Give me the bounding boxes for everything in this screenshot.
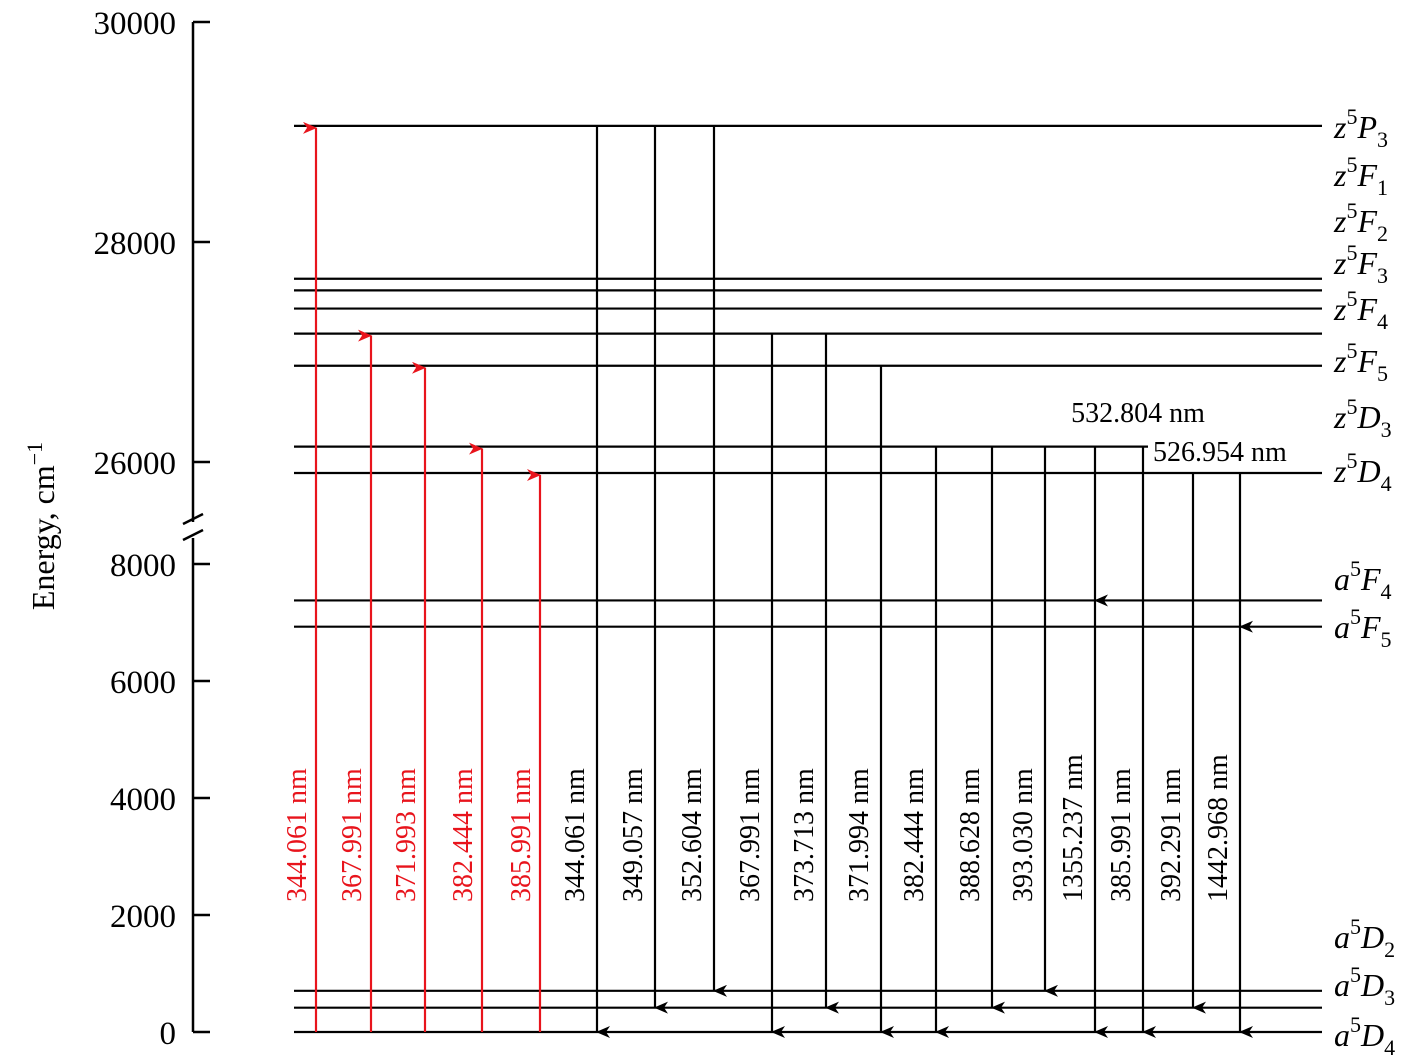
term-label-z5D3: $z^5D_3$ (1334, 394, 1392, 442)
emission-label: 532.804 nm (1071, 398, 1205, 429)
emission-label: 371.994 nm (844, 768, 875, 902)
term-label-z5D4: $z^5D_4$ (1334, 448, 1392, 496)
emission-label: 352.604 nm (677, 768, 708, 902)
term-label-a5F4: $a^5F_4$ (1334, 556, 1392, 604)
term-label-z5F5: $z^5F_5$ (1334, 338, 1388, 386)
emission-label: 392.291 nm (1156, 768, 1187, 902)
y-axis-label (22, 442, 61, 610)
emission-label: 367.991 nm (735, 768, 766, 902)
y-tick-label: 28000 (93, 226, 176, 262)
emission-label: 393.030 nm (1008, 768, 1039, 902)
y-axis (22, 6, 210, 1052)
term-label-z5F4: $z^5F_4$ (1334, 286, 1388, 334)
emission-label: 373.713 nm (789, 768, 820, 902)
y-tick-label: 8000 (110, 548, 176, 584)
emission-label: 1355.237 nm (1058, 754, 1089, 902)
excitation-label: 385.991 nm (506, 768, 537, 902)
term-label-z5F1: $z^5F_1$ (1334, 152, 1388, 200)
excitation-label: 382.444 nm (448, 768, 479, 902)
term-label-z5P3: $z^5P_3$ (1334, 104, 1388, 152)
term-label-a5D3: $a^5D_3$ (1334, 962, 1396, 1010)
y-tick-label: 6000 (110, 665, 176, 701)
term-labels (1333, 104, 1395, 1057)
y-tick-label: 26000 (93, 446, 176, 482)
term-label-z5F2: $z^5F_2$ (1334, 198, 1388, 246)
emission-label: 1442.968 nm (1203, 754, 1234, 902)
excitation-label: 371.993 nm (391, 768, 422, 902)
y-axis-label-text: Energy, cm (25, 465, 61, 611)
y-tick-label: 2000 (110, 899, 176, 935)
y-tick-label: 30000 (93, 6, 176, 42)
axis-break-mark (183, 514, 203, 540)
term-label-a5D2: $a^5D_2$ (1334, 914, 1396, 962)
emission-label: 385.991 nm (1106, 768, 1137, 902)
emission-label: 349.057 nm (618, 768, 649, 902)
term-label-z5F3: $z^5F_3$ (1334, 240, 1388, 288)
emission-label: 344.061 nm (560, 768, 591, 902)
y-tick-label: 4000 (110, 782, 176, 818)
emission-label: 388.628 nm (955, 768, 986, 902)
emission-label: 382.444 nm (899, 768, 930, 902)
y-tick-label: 0 (159, 1016, 176, 1052)
excitation-label: 367.991 nm (337, 768, 368, 902)
emission-label: 526.954 nm (1153, 437, 1287, 468)
y-axis-label-unit-sup: −1 (22, 441, 47, 466)
term-label-a5D4: $a^5D_4$ (1334, 1012, 1396, 1057)
excitation-label: 344.061 nm (282, 768, 313, 902)
term-label-a5F5: $a^5F_5$ (1334, 604, 1392, 652)
